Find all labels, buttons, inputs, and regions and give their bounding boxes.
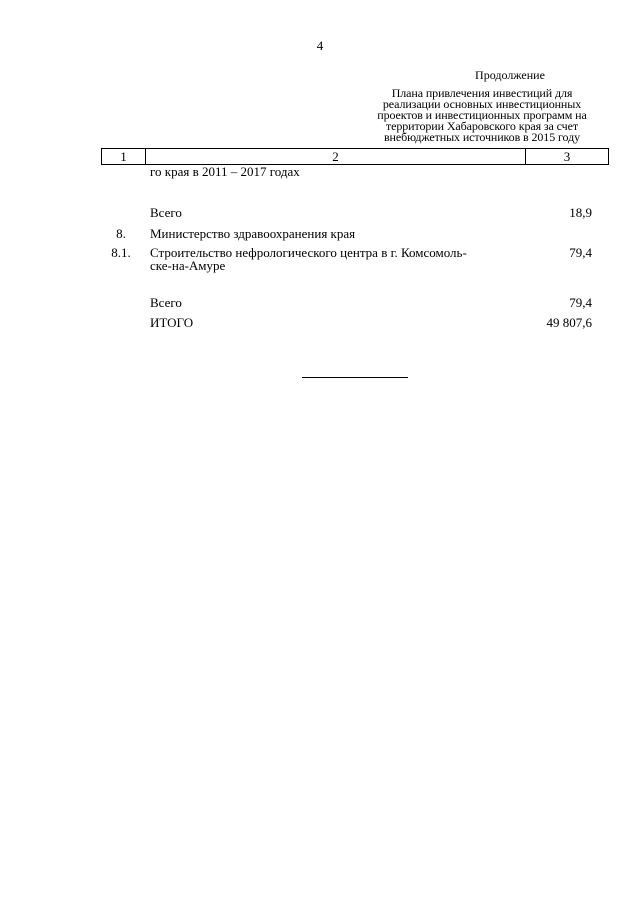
- table-row-value: 18,9: [569, 205, 592, 220]
- table-title-line: территории Хабаровского края за счет: [386, 119, 578, 133]
- table-row-name: Министерство здравоохранения края: [150, 226, 356, 241]
- table-title-line: Плана привлечения инвестиций для: [391, 86, 573, 100]
- table-row-name-continued: ске-на-Амуре: [150, 258, 226, 273]
- column-header-1: 1: [102, 149, 146, 164]
- page-number: 4: [316, 38, 324, 53]
- column-header-2: 2: [146, 149, 526, 164]
- column-header-3: 3: [563, 149, 571, 164]
- table-title-line: реализации основных инвестиционных: [382, 97, 582, 111]
- table-row-value: 49 807,6: [546, 315, 592, 330]
- table-row-name: Всего: [150, 205, 182, 220]
- table-header-row: [101, 148, 609, 165]
- table-title: [362, 88, 602, 143]
- table-title-line: внебюджетных источников в 2015 году: [383, 130, 580, 144]
- table-row-name: Всего: [150, 295, 182, 310]
- continuation-label: Продолжение: [475, 68, 545, 82]
- table-row-name: го края в 2011 – 2017 годах: [150, 164, 300, 179]
- end-rule: [302, 377, 408, 378]
- table-row-name: ИТОГО: [150, 315, 194, 330]
- table-row-value: 79,4: [569, 295, 592, 310]
- table-row-name: Строительство нефрологического центра в г. Комсомоль-: [150, 245, 467, 260]
- table-row-number: 8.1.: [111, 245, 131, 260]
- table-row-value: 79,4: [569, 245, 592, 260]
- table-title-line: проектов и инвестиционных программ на: [377, 108, 587, 122]
- table-row-number: 8.: [116, 226, 126, 241]
